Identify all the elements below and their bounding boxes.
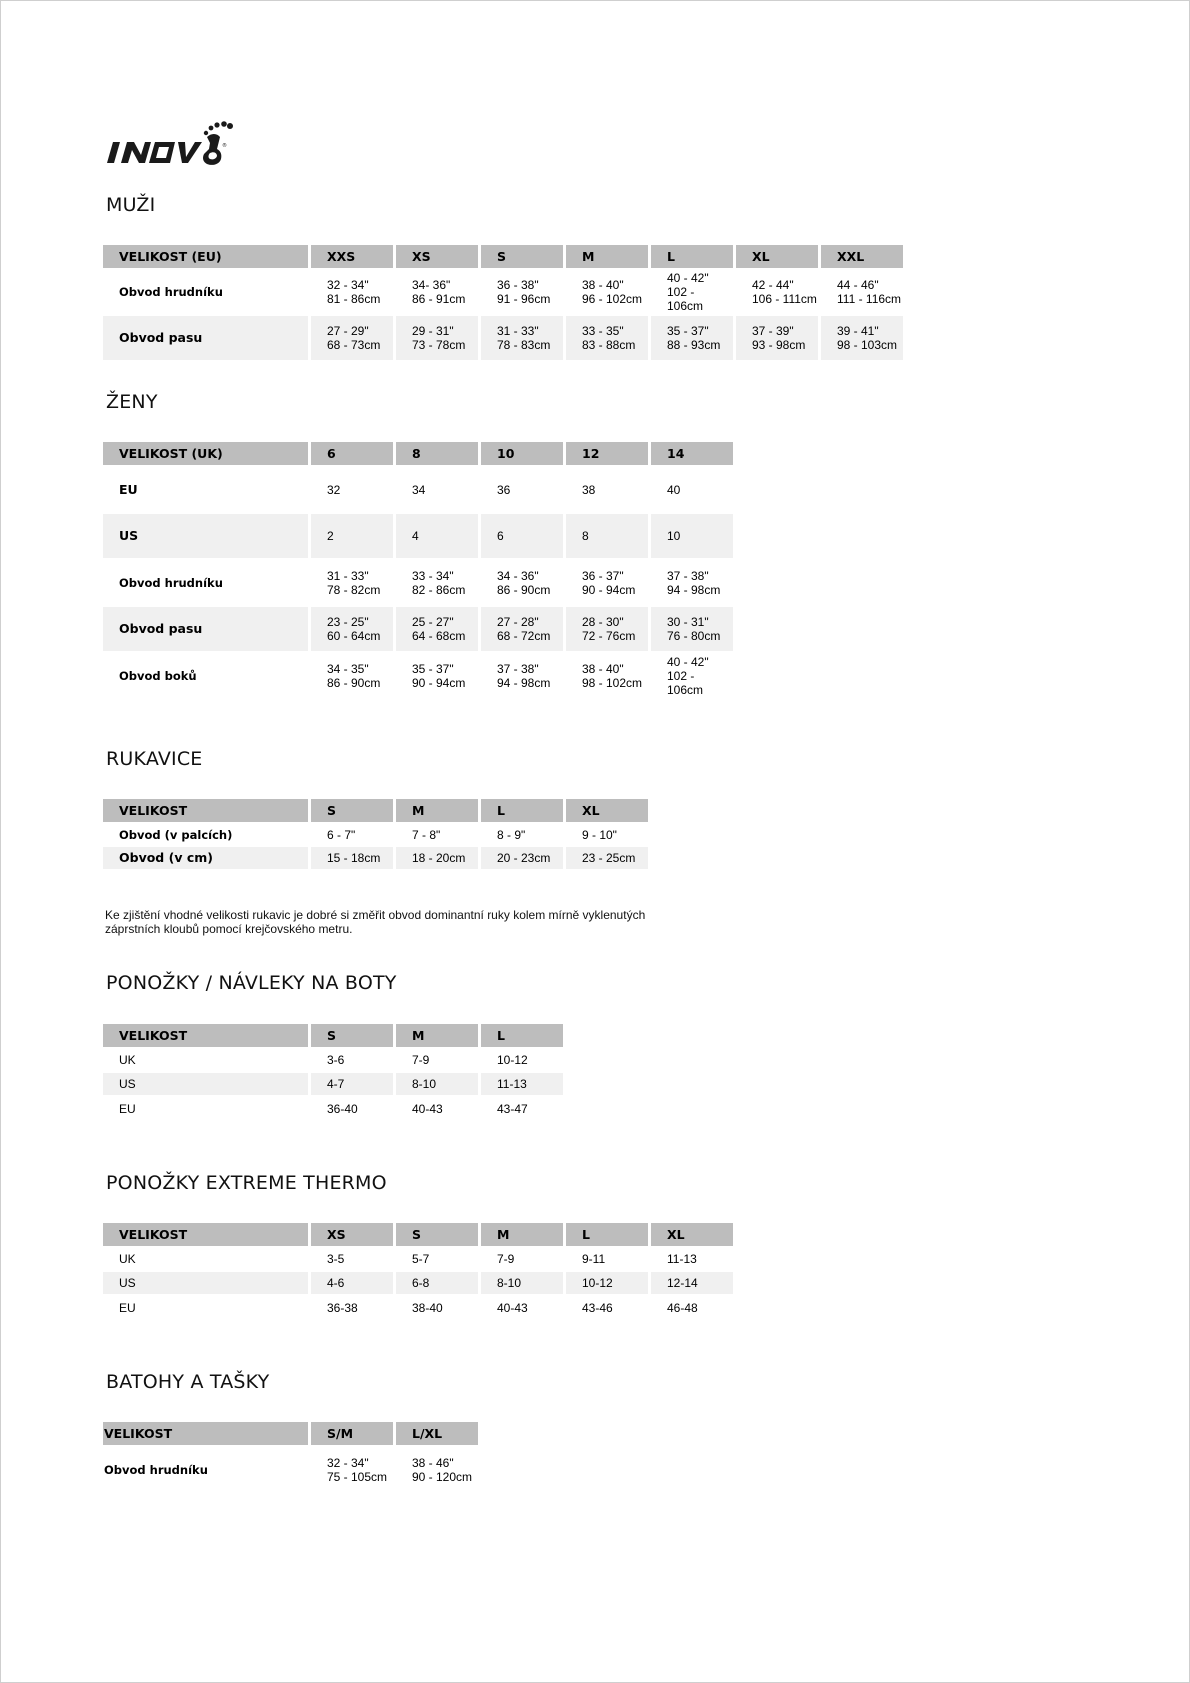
table-header: 8	[396, 442, 478, 465]
table-header: XS	[396, 245, 478, 268]
table-cell: 7-9	[412, 1053, 430, 1067]
table-header: L	[481, 1024, 563, 1047]
table-cell: 10-12	[497, 1053, 528, 1067]
table-cell: 28 - 30" 72 - 76cm	[566, 607, 648, 651]
table-header: L/XL	[396, 1422, 478, 1445]
table-cell: 40-43	[497, 1301, 528, 1315]
table-cell: 12-14	[651, 1272, 733, 1294]
table-cell: 40 - 42" 102 - 106cm	[667, 271, 709, 313]
table-cell: 23 - 25cm	[566, 847, 648, 869]
table-cell: 9-11	[582, 1252, 606, 1266]
table-cell: 27 - 28" 68 - 72cm	[481, 607, 563, 651]
table-cell: 36 - 37" 90 - 94cm	[582, 568, 636, 597]
table-cell: 18 - 20cm	[396, 847, 478, 869]
table-header: VELIKOST	[103, 1024, 308, 1047]
table-cell: 33 - 34" 82 - 86cm	[412, 568, 466, 597]
table-header: VELIKOST	[103, 1223, 308, 1246]
table-header: XL	[736, 245, 818, 268]
table-header: 6	[311, 442, 393, 465]
table-cell: 38 - 40" 96 - 102cm	[582, 278, 643, 306]
table-cell: 9 - 10"	[582, 827, 617, 842]
table-cell: 27 - 29" 68 - 73cm	[311, 316, 393, 360]
section-title-women: ŽENY	[106, 391, 158, 413]
table-cell: 4-6	[311, 1272, 393, 1294]
table-cell: 38	[582, 482, 596, 497]
table-header: L	[566, 1223, 648, 1246]
table-header: VELIKOST (UK)	[103, 442, 308, 465]
row-label: Obvod pasu	[103, 316, 308, 360]
table-cell: 36-38	[327, 1301, 358, 1315]
row-label: Obvod boků	[119, 669, 197, 683]
table-header: M	[481, 1223, 563, 1246]
table-cell: 8-10	[481, 1272, 563, 1294]
table-row	[103, 607, 733, 651]
table-header: XS	[311, 1223, 393, 1246]
men-size-table	[100, 245, 906, 360]
table-row	[103, 316, 903, 360]
table-row	[103, 268, 903, 316]
table-cell: 34 - 36" 86 - 90cm	[497, 568, 551, 597]
table-row	[103, 822, 648, 847]
table-cell: 36	[497, 482, 511, 497]
table-cell: 37 - 38" 94 - 98cm	[497, 662, 551, 690]
table-header: XXL	[821, 245, 903, 268]
table-cell: 35 - 37" 90 - 94cm	[412, 662, 466, 690]
table-header: VELIKOST	[103, 799, 308, 822]
table-header: S	[311, 799, 393, 822]
table-cell: 11-13	[667, 1252, 697, 1266]
table-header: M	[396, 799, 478, 822]
table-header: S	[311, 1024, 393, 1047]
thermo-socks-size-table	[100, 1223, 736, 1322]
table-header: S	[481, 245, 563, 268]
row-label: Obvod hrudníku	[104, 1463, 208, 1477]
table-cell: 7-9	[497, 1252, 515, 1266]
table-header: M	[396, 1024, 478, 1047]
table-cell: 42 - 44" 106 - 111cm	[752, 278, 817, 306]
table-cell: 38-40	[412, 1301, 443, 1315]
table-cell: 35 - 37" 88 - 93cm	[651, 316, 733, 360]
row-label: EU	[119, 1102, 136, 1116]
table-cell: 34- 36" 86 - 91cm	[412, 278, 466, 306]
table-cell: 4	[396, 514, 478, 558]
table-cell: 31 - 33" 78 - 82cm	[327, 568, 381, 597]
row-label: EU	[119, 481, 138, 497]
table-row	[103, 558, 733, 607]
section-title-gloves: RUKAVICE	[106, 748, 203, 770]
table-row	[103, 1246, 733, 1272]
row-label: Obvod hrudníku	[119, 285, 223, 299]
table-cell: 23 - 25" 60 - 64cm	[311, 607, 393, 651]
table-header: XL	[566, 799, 648, 822]
table-cell: 40 - 42" 102 - 106cm	[667, 655, 709, 697]
table-cell: 8-10	[396, 1073, 478, 1095]
table-header: 14	[651, 442, 733, 465]
table-cell: 8 - 9"	[497, 827, 526, 842]
table-cell: 40-43	[412, 1102, 443, 1116]
women-size-table	[100, 442, 736, 701]
table-header: M	[566, 245, 648, 268]
table-cell: 6-8	[396, 1272, 478, 1294]
table-cell: 2	[311, 514, 393, 558]
table-cell: 32 - 34" 75 - 105cm	[327, 1456, 388, 1484]
row-label: Obvod (v palcích)	[119, 827, 233, 842]
table-cell: 10-12	[566, 1272, 648, 1294]
table-cell: 36-40	[327, 1102, 358, 1116]
table-cell: 44 - 46" 111 - 116cm	[837, 278, 902, 306]
table-row	[103, 1047, 563, 1073]
table-row	[103, 1445, 478, 1495]
bags-size-table	[100, 1422, 481, 1495]
table-header: S	[396, 1223, 478, 1246]
table-cell: 11-13	[481, 1073, 563, 1095]
section-title-thermo-socks: PONOŽKY EXTREME THERMO	[106, 1172, 387, 1194]
table-cell: 36 - 38" 91 - 96cm	[497, 278, 551, 306]
table-cell: 43-47	[497, 1102, 528, 1116]
table-header: L	[481, 799, 563, 822]
table-cell: 34 - 35" 86 - 90cm	[327, 662, 381, 690]
row-label: Obvod pasu	[103, 607, 308, 651]
table-header: S/M	[311, 1422, 393, 1445]
table-cell: 15 - 18cm	[311, 847, 393, 869]
row-label: US	[103, 1272, 308, 1294]
row-label: EU	[119, 1301, 136, 1315]
table-cell: 3-6	[327, 1053, 345, 1067]
table-cell: 43-46	[582, 1301, 613, 1315]
table-cell: 25 - 27" 64 - 68cm	[396, 607, 478, 651]
row-label: Obvod hrudníku	[119, 575, 223, 590]
table-row	[103, 1073, 563, 1095]
gloves-measuring-note: Ke zjištění vhodné velikosti rukavic je dobré si změřit obvod dominantní ruky kolem mírně vyklenutých záprstních kloubů pomocí krejčovského metru.	[105, 908, 646, 936]
section-title-socks: PONOŽKY / NÁVLEKY NA BOTY	[106, 972, 397, 994]
table-header: XL	[651, 1223, 733, 1246]
table-cell: 4-7	[311, 1073, 393, 1095]
table-cell: 39 - 41" 98 - 103cm	[821, 316, 903, 360]
table-row	[103, 465, 733, 514]
table-cell: 46-48	[667, 1301, 698, 1315]
table-cell: 20 - 23cm	[481, 847, 563, 869]
table-cell: 31 - 33" 78 - 83cm	[481, 316, 563, 360]
table-row	[103, 1294, 733, 1322]
table-row	[103, 847, 648, 869]
socks-size-table	[100, 1024, 566, 1123]
table-cell: 3-5	[327, 1252, 345, 1266]
table-cell: 30 - 31" 76 - 80cm	[651, 607, 733, 651]
table-cell: 8	[566, 514, 648, 558]
section-title-men: MUŽI	[106, 194, 156, 216]
table-header: VELIKOST	[103, 1422, 308, 1445]
table-row	[103, 514, 733, 558]
table-cell: 32	[327, 482, 341, 497]
table-cell: 7 - 8"	[412, 827, 441, 842]
gloves-size-table	[100, 799, 651, 869]
section-title-bags: BATOHY A TAŠKY	[106, 1371, 270, 1393]
row-label: UK	[119, 1053, 136, 1067]
table-header: L	[651, 245, 733, 268]
table-cell: 38 - 40" 98 - 102cm	[582, 662, 643, 690]
table-cell: 6	[481, 514, 563, 558]
table-cell: 33 - 35" 83 - 88cm	[566, 316, 648, 360]
table-header: 10	[481, 442, 563, 465]
table-cell: 6 - 7"	[327, 827, 356, 842]
svg-text:®: ®	[222, 143, 227, 149]
table-cell: 5-7	[412, 1252, 430, 1266]
row-label: Obvod (v cm)	[103, 847, 308, 869]
table-cell: 34	[412, 482, 426, 497]
table-cell: 37 - 38" 94 - 98cm	[667, 568, 721, 597]
table-header: VELIKOST (EU)	[103, 245, 308, 268]
table-row	[103, 1272, 733, 1294]
table-row	[103, 651, 733, 701]
table-header: 12	[566, 442, 648, 465]
table-cell: 37 - 39" 93 - 98cm	[736, 316, 818, 360]
table-header: XXS	[311, 245, 393, 268]
table-cell: 38 - 46" 90 - 120cm	[412, 1456, 473, 1484]
table-cell: 10	[651, 514, 733, 558]
row-label: US	[103, 514, 308, 558]
row-label: US	[103, 1073, 308, 1095]
row-label: UK	[119, 1252, 136, 1266]
table-cell: 40	[667, 482, 681, 497]
inov8-logo	[103, 115, 238, 170]
table-row	[103, 1095, 563, 1123]
table-cell: 32 - 34" 81 - 86cm	[327, 278, 381, 306]
table-cell: 29 - 31" 73 - 78cm	[396, 316, 478, 360]
